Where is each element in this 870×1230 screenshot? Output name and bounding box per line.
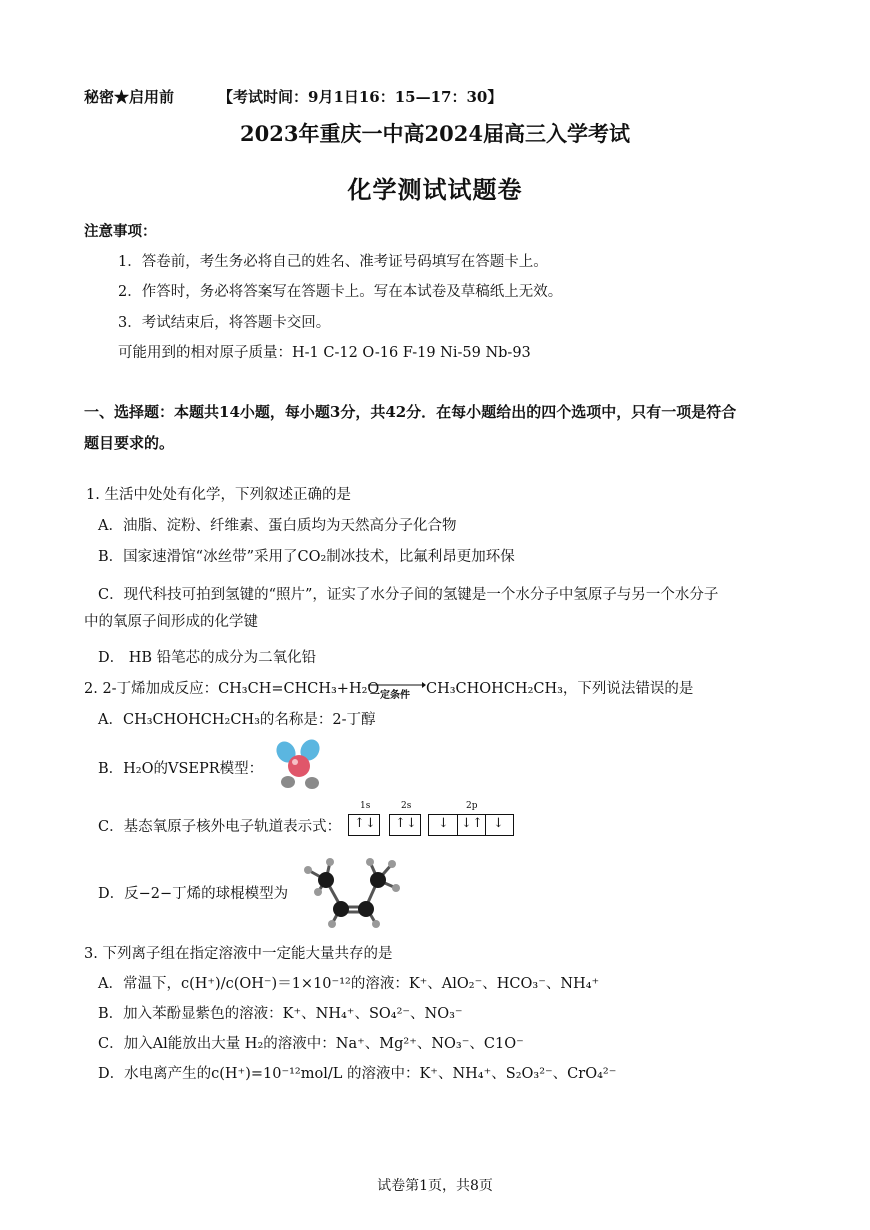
q3-option-d: D．水电离产生的c(H⁺)=10⁻¹²mol/L 的溶液中：K⁺、NH₄⁺、S₂O₃²⁻、CrO₄²⁻	[98, 1066, 617, 1082]
q2-stem-right: CH₃CHOHCH₂CH₃，下列说法错误的是	[426, 681, 694, 697]
notes-heading: 注意事项：	[84, 223, 157, 240]
q1-option-c: C．现代科技可拍到氢键的“照片”，证实了水分子间的氢键是一个水分子中氢原子与另一个水分子	[98, 587, 719, 603]
note-item-1: 1．答卷前，考生务必将自己的姓名、准考证号码填写在答题卡上。	[118, 254, 548, 270]
q1-option-a: A．油脂、淀粉、纤维素、蛋白质均为天然高分子化合物	[98, 518, 457, 534]
page-number: 试卷第1页，共8页	[377, 1178, 493, 1194]
reaction-arrow	[368, 676, 426, 701]
orbital-box-2p: ↓ ↓ ↑ ↓	[428, 814, 514, 836]
section-heading: 一、选择题：本题共14小题，每小题3分，共42分．在每小题给出的四个选项中，只有一项是符合	[84, 403, 737, 421]
q2-option-d: D．反−2−丁烯的球棍模型为	[98, 886, 289, 902]
q1-stem: 1. 生活中处处有化学，下列叙述正确的是	[86, 487, 351, 503]
note-item-2: 2．作答时，务必将答案写在答题卡上。写在本试卷及草稿纸上无效。	[118, 284, 563, 300]
atomic-masses: 可能用到的相对原子质量：H-1 C-12 O-16 F-19 Ni-59 Nb-93	[118, 345, 531, 361]
q1-option-c-cont: 中的氧原子间形成的化学键	[84, 614, 258, 630]
q2-option-c: C．基态氧原子核外电子轨道表示式：	[98, 819, 342, 835]
orbital-label-1s: 1s	[360, 801, 371, 811]
q2-option-b: B．H₂O的VSEPR模型：	[98, 761, 264, 777]
section-heading-cont: 题目要求的。	[84, 434, 175, 452]
q3-stem: 3. 下列离子组在指定溶液中一定能大量共存的是	[84, 946, 393, 962]
note-item-3: 3．考试结束后，将答题卡交回。	[118, 315, 331, 331]
orbital-box-2s: ↑ ↓	[389, 814, 421, 836]
q3-option-a: A．常温下，c(H⁺)/c(OH⁻)＝1×10⁻¹²的溶液：K⁺、AlO₂⁻、HCO₃⁻、NH₄⁺	[98, 976, 600, 992]
q1-option-d: D． HB 铅笔芯的成分为二氧化铅	[98, 650, 317, 666]
q3-option-b: B．加入苯酚显紫色的溶液：K⁺、NH₄⁺、SO₄²⁻、NO₃⁻	[98, 1006, 463, 1022]
ball-stick-model-image	[296, 852, 416, 932]
confidential-label: 秘密★启用前	[84, 88, 175, 106]
q2-option-a: A．CH₃CHOHCH₂CH₃的名称是：2-丁醇	[98, 712, 376, 728]
orbital-diagram	[348, 814, 514, 836]
exam-title: 2023年重庆一中高2024届高三入学考试	[240, 121, 630, 146]
vsepr-model-image	[270, 736, 330, 792]
exam-subtitle: 化学测试试题卷	[347, 175, 523, 204]
exam-time: 【考试时间：9月1日16：15—17：30】	[218, 88, 503, 106]
q2-stem: 2. 2-丁烯加成反应：CH₃CH=CHCH₃+H₂O	[84, 681, 380, 697]
orbital-label-2p: 2p	[466, 801, 478, 811]
q1-option-b: B．国家速滑馆“冰丝带”采用了CO₂制冰技术，比氟利昂更加环保	[98, 549, 515, 565]
orbital-box-1s: ↑ ↓	[348, 814, 380, 836]
reaction-condition: 一定条件	[370, 690, 410, 701]
orbital-label-2s: 2s	[401, 801, 412, 811]
q3-option-c: C．加入Al能放出大量 H₂的溶液中：Na⁺、Mg²⁺、NO₃⁻、C1O⁻	[98, 1036, 524, 1052]
